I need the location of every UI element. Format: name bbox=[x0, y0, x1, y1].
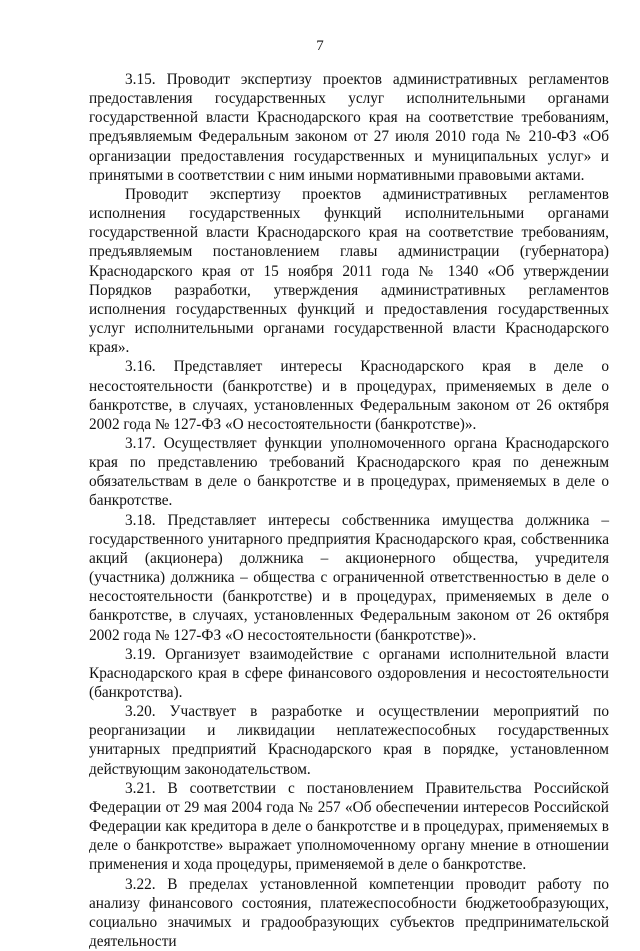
paragraph-3-15-continued: Проводит экспертизу проектов административных регламентов исполнения государственных функций исполнительными органами государственной власти Краснодарского края на соответствие требованиям, предъявляемым постановлением главы администрации (губернатора) Краснодарского края от 15 ноября 2011 года № 1340 «Об утверждении Порядков разработки, утверждения административных регламентов исполнения государственных функций и предоставления государственных услуг исполнительными органами государственной власти Краснодарского края». bbox=[89, 185, 609, 357]
paragraph-3-17: 3.17. Осуществляет функции уполномоченного органа Краснодарского края по представлению требований Краснодарского края по денежным обязательствам в деле о банкротстве и в процедурах, применяемых в деле о банкротстве. bbox=[89, 434, 609, 510]
paragraph-3-18: 3.18. Представляет интересы собственника имущества должника – государственного унитарного предприятия Краснодарского края, собственника акций (акционера) должника – акционерного общества, учредителя (участника) должника – общества с ограниченной ответственностью в деле о несостоятельности (банкротстве) и в процедурах, применяемых в деле о банкротстве, в случаях, установленных Федеральным законом от 26 октября 2002 года № 127-ФЗ «О несостоятельности (банкротстве)». bbox=[89, 511, 609, 644]
document-body bbox=[89, 70, 609, 951]
paragraph-3-21: 3.21. В соответствии с постановлением Правительства Российской Федерации от 29 мая 2004 года № 257 «Об обеспечении интересов Российской Федерации как кредитора в деле о банкротстве и в процедурах, применяемых в деле о банкротстве» выражает уполномоченному органу мнение в отношении применения и хода процедуры, применяемой в деле о банкротстве. bbox=[89, 779, 609, 874]
paragraph-3-20: 3.20. Участвует в разработке и осуществлении мероприятий по реорганизации и ликвидации неплатежеспособных государственных унитарных предприятий Краснодарского края в порядке, установленном действующим законодательством. bbox=[89, 703, 609, 778]
paragraph-3-22: 3.22. В пределах установленной компетенции проводит работу по анализу финансового состояния, платежеспособности бюджетообразующих, социально значимых и градообразующих субъектов предпринимательской деятельности bbox=[89, 875, 609, 951]
paragraph-3-15: 3.15. Проводит экспертизу проектов административных регламентов предоставления государственных услуг исполнительными органами государственной власти Краснодарского края на соответствие требованиям, предъявляемым Федеральным законом от 27 июля 2010 года № 210-ФЗ «Об организации предоставления государственных и муниципальных услуг» и принятыми в соответствии с ним иными нормативными правовыми актами. bbox=[89, 71, 609, 184]
page-number: 7 bbox=[316, 38, 324, 54]
paragraph-3-16: 3.16. Представляет интересы Краснодарского края в деле о несостоятельности (банкротстве) и в процедурах, применяемых в деле о банкротстве, в случаях, установленных Федеральным законом от 26 октября 2002 года № 127-ФЗ «О несостоятельности (банкротстве)». bbox=[89, 358, 609, 433]
paragraph-3-19: 3.19. Организует взаимодействие с органами исполнительной власти Краснодарского края в сфере финансового оздоровления и несостоятельности (банкротства). bbox=[89, 645, 609, 701]
